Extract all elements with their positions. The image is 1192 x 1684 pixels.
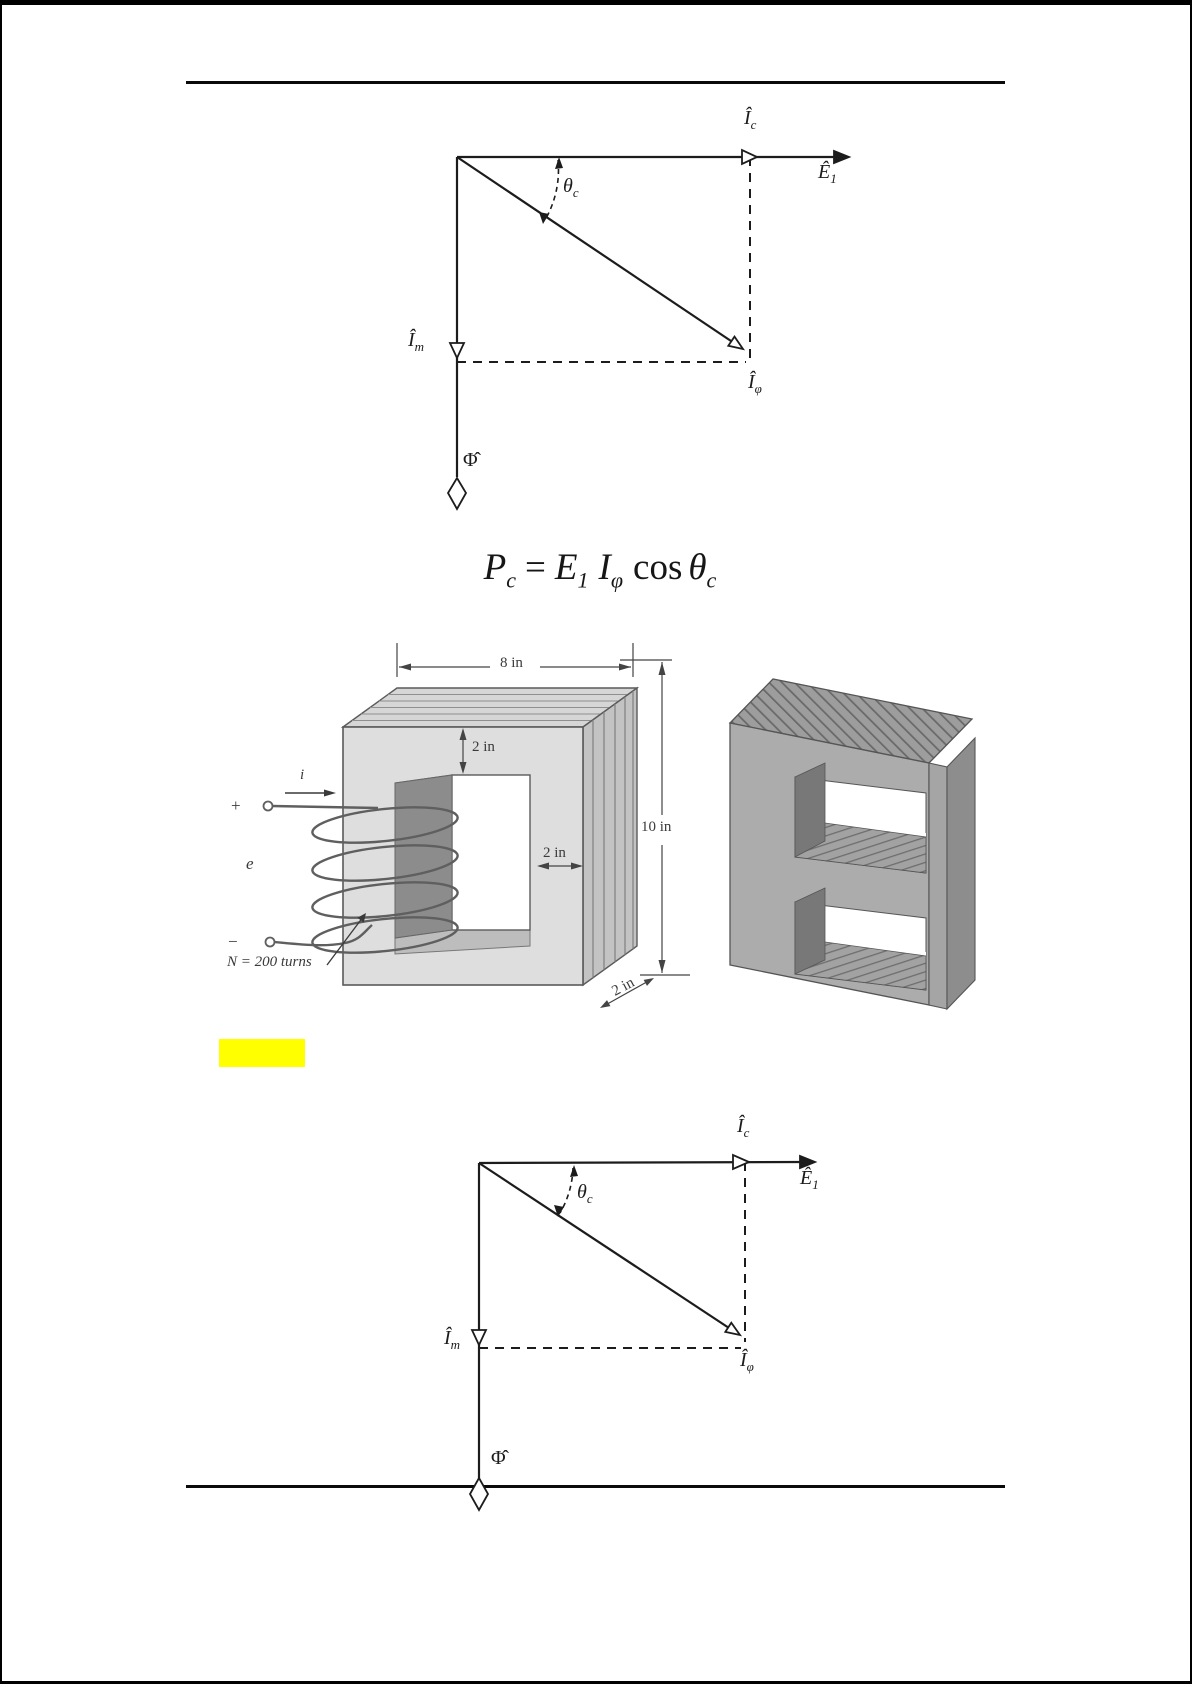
- im-open-arrowhead: [472, 1330, 486, 1345]
- iphi-open-arrowhead: [728, 337, 743, 349]
- theta-arc-arrow-top: [570, 1165, 578, 1177]
- label-i-c: $Î_c$: [737, 1115, 750, 1140]
- label-i-m: $Î_m$: [408, 329, 425, 354]
- current-arrowhead: [324, 790, 336, 797]
- dim-yoke-label: 2 in: [472, 739, 495, 755]
- lower-window-left-wall: [795, 888, 825, 974]
- dim-10in-arrow-top: [659, 662, 666, 675]
- current-label: i: [300, 767, 305, 783]
- laminated-core-3d-figure: [675, 615, 990, 1015]
- plus-terminal-label: +: [231, 796, 241, 815]
- top-rule: [186, 81, 1005, 84]
- ic-open-arrowhead: [733, 1155, 749, 1169]
- eq-equals: =: [525, 547, 546, 588]
- theta-arc: [545, 160, 558, 220]
- label-i-phi: $Î_\varphi$: [748, 371, 762, 396]
- terminal-plus: [264, 802, 273, 811]
- turns-label: N = 200 turns: [227, 954, 312, 970]
- emf-label: e: [246, 854, 254, 873]
- dim-8in-label: 8 in: [500, 655, 523, 671]
- eq-theta-term: $\theta_c$: [688, 547, 717, 593]
- theta-arc-arrow-bottom: [554, 1205, 564, 1217]
- label-theta-c: $\theta_c$: [563, 175, 579, 200]
- iphi-open-arrowhead: [725, 1323, 740, 1335]
- im-open-arrowhead: [450, 343, 464, 358]
- terminal-minus: [266, 938, 275, 947]
- dim-10in-label: 10 in: [641, 819, 672, 835]
- dim-8in-arrow-right: [619, 664, 631, 671]
- phasor-diagram-top: [390, 100, 870, 540]
- e1-axis-line: [479, 1162, 802, 1163]
- core-dimension-figure: [190, 595, 680, 1015]
- eq-p-term: $P_c$: [483, 547, 517, 593]
- label-flux: Φ̂: [491, 1447, 506, 1469]
- dim-depth-arrow-right: [644, 978, 654, 986]
- i-phi-line: [479, 1163, 729, 1328]
- flux-diamond-arrowhead: [470, 1478, 488, 1510]
- core-right-face: [583, 688, 637, 985]
- i-bar-front-face: [929, 763, 947, 1009]
- core-loss-equation: [420, 546, 780, 600]
- label-i-c: $Î_c$: [744, 107, 757, 132]
- label-e-1: $Ê_1$: [818, 161, 837, 186]
- dim-limb-label: 2 in: [543, 845, 566, 861]
- dim-8in-arrow-left: [399, 664, 411, 671]
- eq-cos: cos: [633, 547, 683, 588]
- label-e-1: $Ê_1$: [800, 1167, 819, 1192]
- i-bar-side-face: [947, 738, 975, 1009]
- upper-window-left-wall: [795, 763, 825, 857]
- eq-iphi-term: $I_\varphi$: [598, 547, 624, 593]
- core-window: [452, 775, 530, 930]
- i-phi-line: [457, 157, 731, 341]
- dim-depth-arrow-left: [600, 1000, 610, 1008]
- eq-e1-term: $E_1$: [554, 547, 589, 593]
- label-flux: Φ̂: [463, 449, 478, 471]
- label-i-phi: $Î_\varphi$: [740, 1349, 754, 1374]
- phasor-diagram-bottom: [400, 1080, 870, 1530]
- theta-arc-arrow-top: [555, 157, 563, 169]
- flux-diamond-arrowhead: [448, 478, 466, 509]
- label-i-m: $Î_m$: [444, 1327, 461, 1352]
- dim-depth-label: 2 in: [609, 974, 638, 1000]
- label-theta-c: $\theta_c$: [577, 1181, 593, 1206]
- yellow-highlight: [219, 1039, 305, 1067]
- minus-terminal-label: −: [228, 932, 238, 951]
- dim-10in-arrow-bottom: [659, 960, 666, 973]
